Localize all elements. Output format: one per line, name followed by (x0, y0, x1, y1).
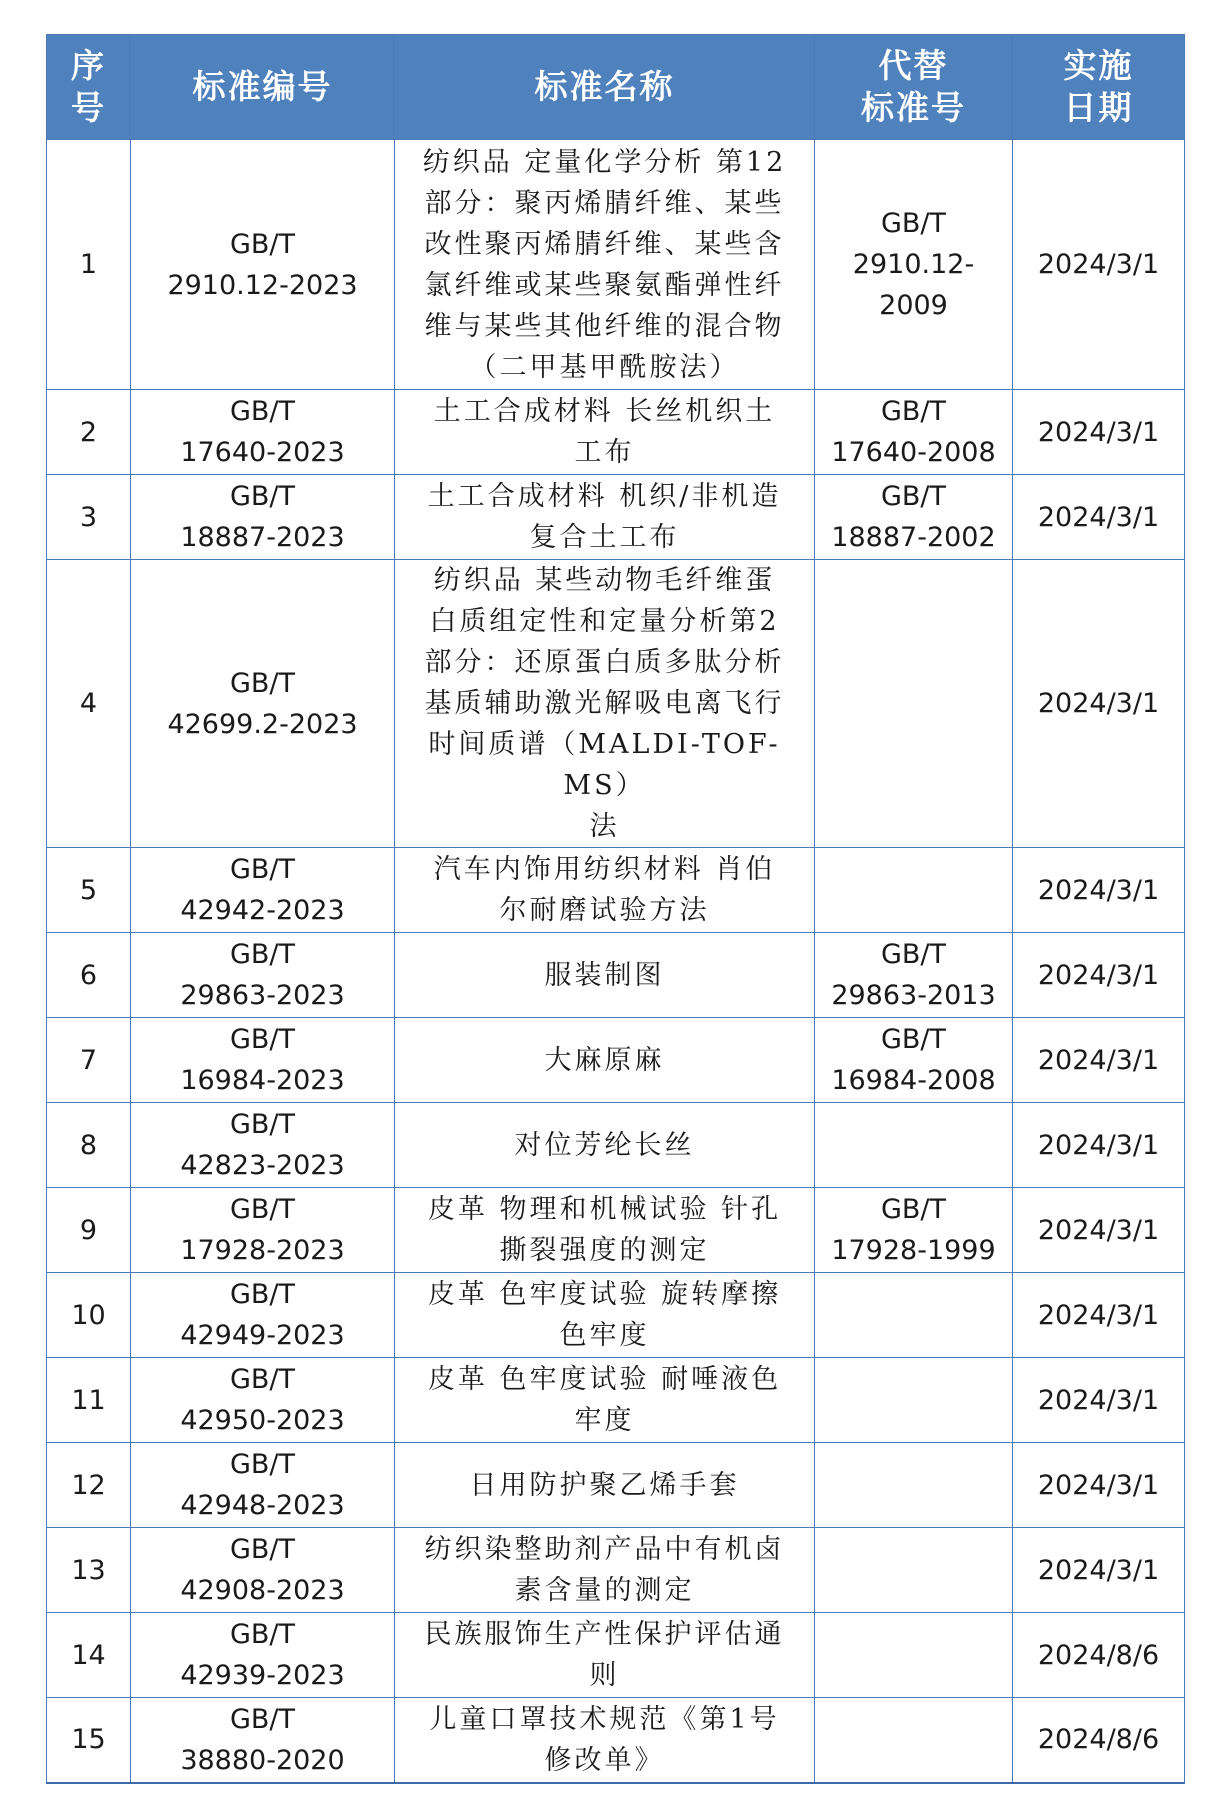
cell-name (395, 560, 815, 848)
cell-name (395, 140, 815, 390)
cell-code (131, 1698, 395, 1783)
code-line: 42908-2023 (180, 1575, 345, 1606)
code-line: 42939-2023 (180, 1660, 345, 1691)
header-date-line: 日期 (1063, 88, 1134, 127)
cell-replace (815, 390, 1013, 475)
replace-line: GB/T (880, 208, 947, 239)
cell-name (395, 848, 815, 933)
name-line: 部分：聚丙烯腈纤维、某些 (424, 187, 785, 219)
cell-seq: 9 (47, 1188, 131, 1273)
cell-replace (815, 1698, 1013, 1783)
replace-line: 18887-2002 (831, 522, 996, 553)
cell-name (395, 1188, 815, 1273)
code-line: 16984-2023 (180, 1065, 345, 1096)
cell-date: 2024/8/6 (1013, 1698, 1185, 1783)
name-line: 儿童口罩技术规范《第1号 (429, 1703, 780, 1735)
cell-date: 2024/3/1 (1013, 933, 1185, 1018)
cell-name (395, 475, 815, 560)
code-line: GB/T (229, 667, 296, 699)
cell-name (395, 1103, 815, 1188)
cell-date: 2024/3/1 (1013, 475, 1185, 560)
name-line: （二甲基甲酰胺法） (469, 351, 740, 383)
name-line: 服装制图 (544, 959, 665, 991)
cell-seq: 12 (47, 1443, 131, 1528)
code-line: GB/T (229, 1449, 296, 1480)
name-line: 部分：还原蛋白质多肽分析 (424, 647, 785, 678)
code-line: GB/T (229, 1024, 296, 1055)
standards-table (46, 34, 1185, 1784)
cell-date: 2024/3/1 (1013, 1528, 1185, 1613)
cell-seq: 11 (47, 1358, 131, 1443)
replace-line: GB/T (880, 1194, 947, 1225)
cell-date: 2024/8/6 (1013, 1613, 1185, 1698)
header-row (47, 35, 1185, 140)
cell-date: 2024/3/1 (1013, 390, 1185, 475)
code-line: GB/T (229, 1534, 296, 1565)
name-line: 维与某些其他纤维的混合物 (424, 310, 785, 342)
cell-code (131, 1188, 395, 1273)
replace-line: 2009 (879, 290, 948, 321)
cell-name (395, 933, 815, 1018)
code-line: 42942-2023 (180, 895, 345, 926)
cell-code (131, 1273, 395, 1358)
cell-code (131, 1613, 395, 1698)
header-replace (815, 35, 1013, 140)
cell-code (131, 560, 395, 848)
header-code: 标准编号 (131, 35, 395, 140)
code-line: GB/T (229, 396, 296, 427)
cell-replace (815, 1188, 1013, 1273)
table-row (47, 1018, 1185, 1103)
cell-seq: 1 (47, 140, 131, 390)
cell-date: 2024/3/1 (1013, 560, 1185, 848)
cell-replace (815, 933, 1013, 1018)
cell-name (395, 1018, 815, 1103)
replace-line: 17928-1999 (831, 1235, 996, 1266)
code-line: GB/T (229, 854, 296, 885)
code-line: 18887-2023 (180, 522, 345, 553)
code-line: 42823-2023 (180, 1150, 345, 1181)
replace-line: GB/T (880, 396, 947, 427)
code-line: 2910.12-2023 (167, 269, 358, 301)
cell-name (395, 1443, 815, 1528)
cell-replace (815, 1273, 1013, 1358)
table-row (47, 475, 1185, 560)
code-line: 17928-2023 (180, 1235, 345, 1266)
cell-date: 2024/3/1 (1013, 1018, 1185, 1103)
replace-line: GB/T (880, 939, 947, 970)
cell-name (395, 1358, 815, 1443)
table-row (47, 560, 1185, 848)
cell-replace (815, 1103, 1013, 1188)
replace-line: 29863-2013 (831, 980, 996, 1011)
cell-code (131, 140, 395, 390)
name-line: 纺织品 某些动物毛纤维蛋 (433, 565, 776, 596)
name-line: 尔耐磨试验方法 (499, 895, 710, 926)
name-line: 纺织染整助剂产品中有机卤 (424, 1534, 785, 1565)
code-line: GB/T (229, 1703, 296, 1735)
cell-date: 2024/3/1 (1013, 1443, 1185, 1528)
cell-code (131, 1018, 395, 1103)
name-line: 对位芳纶长丝 (514, 1129, 695, 1161)
header-replace-line: 标准号 (861, 88, 966, 127)
cell-replace (815, 140, 1013, 390)
cell-date: 2024/3/1 (1013, 1188, 1185, 1273)
cell-seq: 6 (47, 933, 131, 1018)
table-row (47, 1443, 1185, 1528)
cell-replace (815, 1528, 1013, 1613)
table-row (47, 1613, 1185, 1698)
code-line: GB/T (229, 228, 296, 260)
name-line: 工布 (574, 437, 635, 468)
name-line: 基质辅助激光解吸电离飞行 (424, 688, 785, 719)
cell-seq: 5 (47, 848, 131, 933)
name-line: 皮革 色牢度试验 耐唾液色 (427, 1364, 782, 1395)
cell-replace (815, 1443, 1013, 1528)
name-line: 法 (589, 811, 620, 842)
code-line: GB/T (229, 1279, 296, 1310)
name-line: 皮革 色牢度试验 旋转摩擦 (427, 1279, 782, 1310)
name-line: 民族服饰生产性保护评估通 (424, 1619, 785, 1650)
table-row (47, 1698, 1185, 1783)
cell-date: 2024/3/1 (1013, 1273, 1185, 1358)
name-line: 色牢度 (559, 1320, 650, 1351)
cell-replace (815, 1358, 1013, 1443)
code-line: 42699.2-2023 (167, 708, 358, 740)
name-line: 时间质谱（MALDI-TOF-MS） (428, 729, 781, 801)
header-date (1013, 35, 1185, 140)
replace-line: GB/T (880, 1024, 947, 1055)
cell-replace (815, 475, 1013, 560)
code-line: 38880-2020 (180, 1744, 345, 1776)
name-line: 改性聚丙烯腈纤维、某些含 (424, 228, 785, 260)
replace-line: 16984-2008 (831, 1065, 996, 1096)
cell-replace (815, 1613, 1013, 1698)
code-line: GB/T (229, 1109, 296, 1140)
code-line: 42950-2023 (180, 1405, 345, 1436)
cell-name (395, 1698, 815, 1783)
cell-seq: 7 (47, 1018, 131, 1103)
code-line: 42949-2023 (180, 1320, 345, 1351)
cell-seq: 14 (47, 1613, 131, 1698)
cell-seq: 2 (47, 390, 131, 475)
header-seq-line: 序 (71, 46, 106, 85)
code-line: 29863-2023 (180, 980, 345, 1011)
cell-code (131, 475, 395, 560)
header-date-line: 实施 (1063, 46, 1134, 85)
name-line: 大麻原麻 (544, 1044, 665, 1076)
cell-code (131, 848, 395, 933)
table-row (47, 140, 1185, 390)
cell-seq: 3 (47, 475, 131, 560)
name-line: 撕裂强度的测定 (499, 1235, 710, 1266)
name-line: 复合土工布 (529, 522, 680, 553)
name-line: 日用防护聚乙烯手套 (469, 1469, 740, 1501)
header-seq-line: 号 (71, 88, 106, 127)
table-row (47, 1273, 1185, 1358)
cell-date: 2024/3/1 (1013, 140, 1185, 390)
name-line: 牢度 (574, 1405, 635, 1436)
cell-name (395, 1273, 815, 1358)
cell-replace (815, 560, 1013, 848)
cell-code (131, 390, 395, 475)
cell-seq: 13 (47, 1528, 131, 1613)
name-line: 土工合成材料 机织/非机造 (427, 481, 782, 512)
replace-line: 2910.12- (852, 249, 975, 280)
table-body (47, 140, 1185, 1783)
cell-date: 2024/3/1 (1013, 1358, 1185, 1443)
code-line: 17640-2023 (180, 437, 345, 468)
cell-name (395, 1613, 815, 1698)
name-line: 白质组定性和定量分析第2 (429, 606, 780, 637)
cell-replace (815, 848, 1013, 933)
code-line: GB/T (229, 1194, 296, 1225)
name-line: 皮革 物理和机械试验 针孔 (427, 1194, 782, 1225)
table-row (47, 390, 1185, 475)
cell-code (131, 1358, 395, 1443)
cell-seq: 15 (47, 1698, 131, 1783)
header-seq (47, 35, 131, 140)
header-replace-line: 代替 (878, 46, 949, 85)
name-line: 汽车内饰用纺织材料 肖伯 (433, 854, 776, 885)
code-line: GB/T (229, 481, 296, 512)
code-line: GB/T (229, 1364, 296, 1395)
cell-seq: 10 (47, 1273, 131, 1358)
name-line: 素含量的测定 (514, 1575, 695, 1606)
cell-date: 2024/3/1 (1013, 1103, 1185, 1188)
replace-line: GB/T (880, 481, 947, 512)
cell-seq: 4 (47, 560, 131, 848)
cell-name (395, 390, 815, 475)
name-line: 氯纤维或某些聚氨酯弹性纤 (424, 269, 785, 301)
table-row (47, 933, 1185, 1018)
cell-date: 2024/3/1 (1013, 848, 1185, 933)
cell-code (131, 1443, 395, 1528)
cell-code (131, 933, 395, 1018)
code-line: GB/T (229, 939, 296, 970)
header-name: 标准名称 (395, 35, 815, 140)
cell-seq: 8 (47, 1103, 131, 1188)
name-line: 修改单》 (544, 1744, 665, 1776)
name-line: 则 (589, 1660, 620, 1691)
cell-code (131, 1103, 395, 1188)
code-line: 42948-2023 (180, 1490, 345, 1521)
code-line: GB/T (229, 1619, 296, 1650)
name-line: 纺织品 定量化学分析 第12 (422, 146, 787, 178)
cell-name (395, 1528, 815, 1613)
cell-code (131, 1528, 395, 1613)
cell-replace (815, 1018, 1013, 1103)
name-line: 土工合成材料 长丝机织土 (433, 396, 776, 427)
table-row (47, 1528, 1185, 1613)
table-row (47, 1358, 1185, 1443)
table-row (47, 848, 1185, 933)
table-row (47, 1188, 1185, 1273)
table-row (47, 1103, 1185, 1188)
replace-line: 17640-2008 (831, 437, 996, 468)
